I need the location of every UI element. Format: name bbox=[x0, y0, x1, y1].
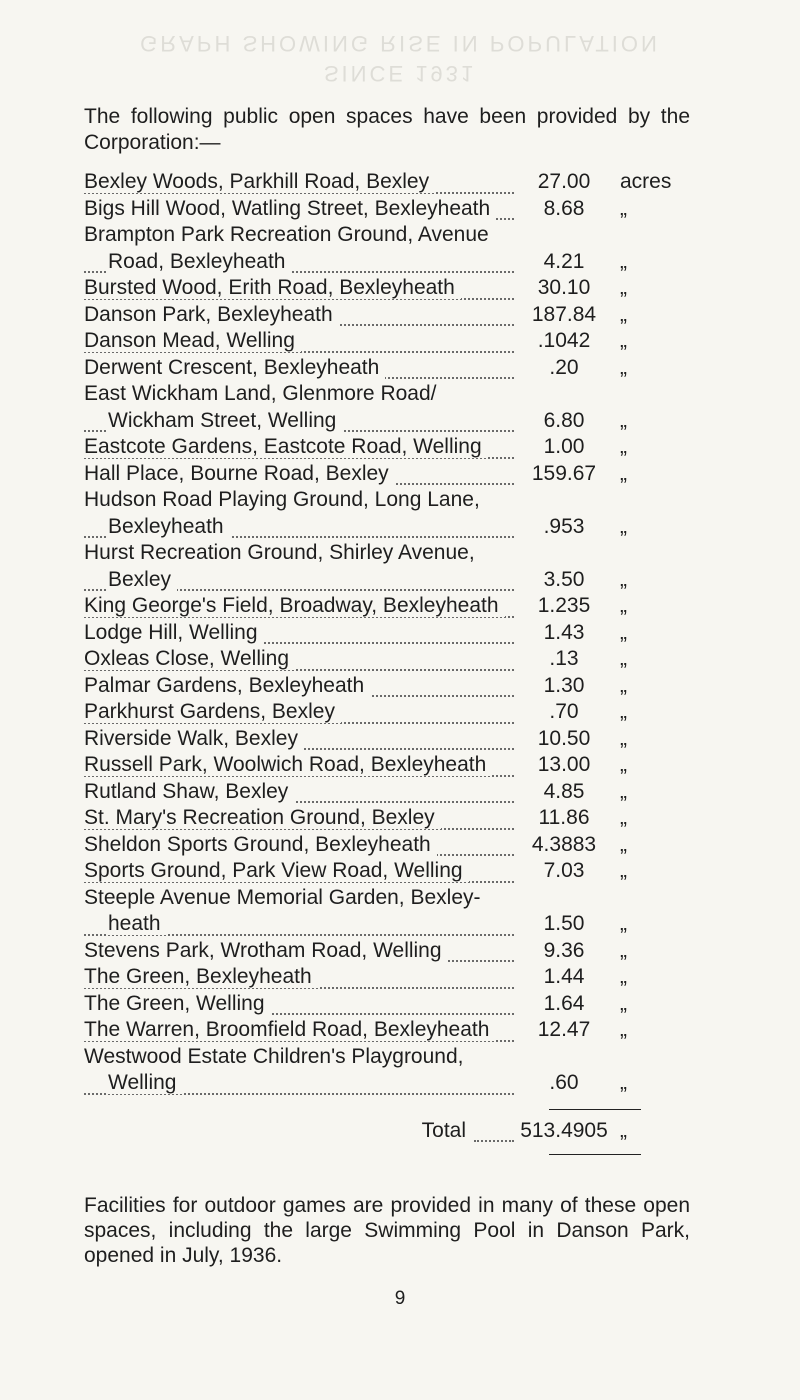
total-value: 513.4905 bbox=[520, 1118, 608, 1142]
space-name bbox=[84, 275, 514, 302]
space-name bbox=[84, 805, 514, 832]
space-name-line1: St. Mary's Recreation Ground, Bexley bbox=[84, 806, 441, 829]
space-name bbox=[84, 964, 514, 991]
space-name bbox=[84, 593, 514, 620]
space-name-line1: Sheldon Sports Ground, Bexleyheath bbox=[84, 833, 437, 856]
table-row bbox=[84, 832, 690, 859]
space-name-line1: King George's Field, Broadway, Bexleyheath bbox=[84, 594, 505, 617]
table-row bbox=[84, 991, 690, 1018]
space-name-line1: Rutland Shaw, Bexley bbox=[84, 780, 294, 803]
acreage-value: .20 bbox=[549, 355, 579, 379]
table-row bbox=[84, 885, 690, 938]
space-name-line1: Bexley Woods, Parkhill Road, Bexley bbox=[84, 170, 435, 193]
space-name-line1: Lodge Hill, Welling bbox=[84, 621, 264, 644]
space-name-line1: The Green, Welling bbox=[84, 992, 271, 1015]
ditto-mark: „ bbox=[620, 1071, 627, 1094]
space-name-line1: Steeple Avenue Memorial Garden, Bexley- bbox=[84, 885, 514, 912]
ditto-mark: „ bbox=[620, 647, 627, 670]
space-name bbox=[84, 832, 514, 859]
space-name bbox=[84, 355, 514, 382]
table-row bbox=[84, 275, 690, 302]
table-row bbox=[84, 858, 690, 885]
table-row bbox=[84, 540, 690, 593]
total-label-cell bbox=[84, 1118, 514, 1145]
space-name-line1: Hurst Recreation Ground, Shirley Avenue, bbox=[84, 540, 514, 567]
ditto-mark: „ bbox=[620, 753, 627, 776]
page-number: 9 bbox=[394, 1288, 406, 1309]
ditto-mark: „ bbox=[620, 567, 627, 591]
table-row bbox=[84, 699, 690, 726]
total-rule-bottom bbox=[549, 1154, 641, 1155]
space-name-line1: Hudson Road Playing Ground, Long Lane, bbox=[84, 487, 514, 514]
acreage-value: 1.00 bbox=[543, 435, 585, 458]
bleed-through-text: SINCE 1931 bbox=[323, 61, 477, 86]
space-name-line2: Wickham Street, Welling bbox=[108, 409, 342, 432]
table-row bbox=[84, 964, 690, 991]
acreage-value: 1.235 bbox=[537, 594, 591, 617]
bleed-through-text: GRAPH SHOWING RISE IN POPULATION bbox=[140, 31, 660, 56]
acreage-value: 4.85 bbox=[543, 779, 585, 803]
space-name-line2: heath bbox=[108, 912, 167, 935]
outro-paragraph: Facilities for outdoor games are provided in many of these open spaces, including the large Swimming Pool in Danson Park, opened in July, 1936. bbox=[84, 1194, 690, 1267]
ditto-mark: „ bbox=[620, 700, 627, 723]
space-name-line1: Hall Place, Bourne Road, Bexley bbox=[84, 462, 395, 485]
space-name bbox=[84, 381, 514, 434]
table-row bbox=[84, 1044, 690, 1097]
table-row bbox=[84, 673, 690, 700]
intro-paragraph: The following public open spaces have been provided by the Corporation:— bbox=[84, 105, 690, 154]
acreage-value: 187.84 bbox=[531, 302, 597, 326]
ditto-mark: „ bbox=[620, 991, 627, 1015]
space-name-line2: Bexley bbox=[108, 568, 177, 591]
space-name-line2: Welling bbox=[108, 1071, 182, 1094]
space-name bbox=[84, 461, 514, 488]
total-rule-top bbox=[549, 1109, 641, 1110]
acreage-value: 1.43 bbox=[543, 620, 585, 644]
space-name-line1: Riverside Walk, Bexley bbox=[84, 727, 304, 750]
acreage-value: 30.10 bbox=[537, 276, 591, 299]
space-name bbox=[84, 1044, 514, 1097]
space-name-line1: Derwent Crescent, Bexleyheath bbox=[84, 356, 385, 379]
acreage-value: 7.03 bbox=[543, 859, 585, 882]
acreage-value: 4.3883 bbox=[531, 832, 597, 856]
space-name bbox=[84, 328, 514, 355]
space-name bbox=[84, 222, 514, 275]
ditto-mark: „ bbox=[620, 673, 627, 697]
space-name-line1: Bigs Hill Wood, Watling Street, Bexleyheath bbox=[84, 197, 496, 220]
acreage-value: 11.86 bbox=[538, 806, 590, 829]
ditto-mark: „ bbox=[620, 594, 627, 617]
space-name bbox=[84, 938, 514, 965]
space-name-line1: Westwood Estate Children's Playground, bbox=[84, 1044, 514, 1071]
acreage-value: 27.00 bbox=[537, 170, 591, 193]
table-row bbox=[84, 646, 690, 673]
ditto-mark: „ bbox=[620, 196, 627, 220]
space-name bbox=[84, 726, 514, 753]
ditto-mark: „ bbox=[620, 620, 627, 644]
acreage-value: 13.00 bbox=[537, 753, 591, 776]
space-name bbox=[84, 1017, 514, 1044]
ditto-mark: „ bbox=[620, 726, 627, 750]
ditto-mark: „ bbox=[620, 276, 627, 299]
table-row bbox=[84, 302, 690, 329]
space-name-line1: The Warren, Broomfield Road, Bexleyheath bbox=[84, 1018, 495, 1041]
space-name-line1: Brampton Park Recreation Ground, Avenue bbox=[84, 222, 514, 249]
space-name-line1: Stevens Park, Wrotham Road, Welling bbox=[84, 939, 448, 962]
space-name-line1: The Green, Bexleyheath bbox=[84, 965, 318, 988]
acreage-value: 8.68 bbox=[543, 196, 585, 220]
ditto-mark: „ bbox=[620, 859, 627, 882]
table-row bbox=[84, 805, 690, 832]
ditto-mark: „ bbox=[620, 806, 627, 829]
ditto-mark: „ bbox=[620, 779, 627, 803]
acreage-value: .1042 bbox=[537, 329, 591, 352]
table-row bbox=[84, 593, 690, 620]
space-name bbox=[84, 434, 514, 461]
space-name-line1: Bursted Wood, Erith Road, Bexleyheath bbox=[84, 276, 461, 299]
table-row bbox=[84, 1017, 690, 1044]
ditto-mark: „ bbox=[620, 938, 627, 962]
space-name-line1: Parkhurst Gardens, Bexley bbox=[84, 700, 341, 723]
space-name bbox=[84, 779, 514, 806]
table-row bbox=[84, 222, 690, 275]
unit-label: acres bbox=[620, 170, 672, 193]
ditto-mark: „ bbox=[620, 329, 627, 352]
table-row bbox=[84, 779, 690, 806]
acreage-value: .953 bbox=[543, 514, 585, 538]
space-name bbox=[84, 196, 514, 223]
space-name bbox=[84, 885, 514, 938]
space-name-line1: Russell Park, Woolwich Road, Bexleyheath bbox=[84, 753, 492, 776]
total-label: Total bbox=[416, 1119, 466, 1142]
acreage-value: .70 bbox=[549, 700, 579, 723]
space-name-line1: East Wickham Land, Glenmore Road/ bbox=[84, 381, 514, 408]
ditto-mark: „ bbox=[620, 249, 627, 273]
acreage-value: 12.47 bbox=[537, 1018, 591, 1041]
acreage-value: 10.50 bbox=[537, 726, 591, 750]
table-row bbox=[84, 620, 690, 647]
space-name-line1: Danson Park, Bexleyheath bbox=[84, 303, 339, 326]
space-name-line1: Oxleas Close, Welling bbox=[84, 647, 295, 670]
ditto-mark: „ bbox=[620, 408, 627, 432]
space-name bbox=[84, 673, 514, 700]
table-row bbox=[84, 355, 690, 382]
space-name bbox=[84, 620, 514, 647]
space-name-line2: Road, Bexleyheath bbox=[108, 250, 291, 273]
space-name bbox=[84, 302, 514, 329]
table-row bbox=[84, 434, 690, 461]
table-row bbox=[84, 487, 690, 540]
table-row bbox=[84, 752, 690, 779]
table-row bbox=[84, 381, 690, 434]
space-name bbox=[84, 169, 514, 196]
ditto-mark: „ bbox=[620, 435, 627, 458]
acreage-value: 1.64 bbox=[543, 991, 585, 1015]
open-spaces-table bbox=[84, 169, 690, 1097]
space-name bbox=[84, 487, 514, 540]
acreage-value: 159.67 bbox=[531, 461, 597, 485]
space-name bbox=[84, 858, 514, 885]
space-name bbox=[84, 991, 514, 1018]
ditto-mark: „ bbox=[620, 912, 627, 935]
acreage-value: 4.21 bbox=[543, 249, 585, 273]
total-row bbox=[84, 1118, 690, 1145]
space-name-line1: Danson Mead, Welling bbox=[84, 329, 301, 352]
space-name bbox=[84, 752, 514, 779]
acreage-value: .13 bbox=[549, 647, 579, 670]
table-row bbox=[84, 461, 690, 488]
ditto-mark: „ bbox=[620, 965, 627, 988]
acreage-value: 3.50 bbox=[543, 567, 585, 591]
table-row bbox=[84, 196, 690, 223]
space-name bbox=[84, 540, 514, 593]
table-row bbox=[84, 169, 690, 196]
ditto-mark: „ bbox=[620, 514, 627, 538]
space-name-line1: Palmar Gardens, Bexleyheath bbox=[84, 674, 370, 697]
ditto-mark: „ bbox=[620, 302, 627, 326]
ditto-mark: „ bbox=[620, 461, 627, 485]
ditto-mark: „ bbox=[620, 355, 627, 379]
ditto-mark: „ bbox=[620, 832, 627, 856]
acreage-value: 1.50 bbox=[543, 912, 585, 935]
acreage-value: 1.30 bbox=[543, 673, 585, 697]
acreage-value: .60 bbox=[549, 1071, 579, 1094]
space-name bbox=[84, 646, 514, 673]
acreage-value: 6.80 bbox=[543, 408, 585, 432]
document-page bbox=[84, 104, 690, 1268]
space-name bbox=[84, 699, 514, 726]
ditto-mark: „ bbox=[620, 1018, 627, 1041]
acreage-value: 9.36 bbox=[543, 938, 585, 962]
table-row bbox=[84, 938, 690, 965]
space-name-line2: Bexleyheath bbox=[108, 515, 230, 538]
table-row bbox=[84, 328, 690, 355]
total-unit: „ bbox=[620, 1118, 627, 1142]
space-name-line1: Eastcote Gardens, Eastcote Road, Welling bbox=[84, 435, 488, 458]
space-name-line1: Sports Ground, Park View Road, Welling bbox=[84, 859, 469, 882]
table-row bbox=[84, 726, 690, 753]
acreage-value: 1.44 bbox=[543, 965, 585, 988]
